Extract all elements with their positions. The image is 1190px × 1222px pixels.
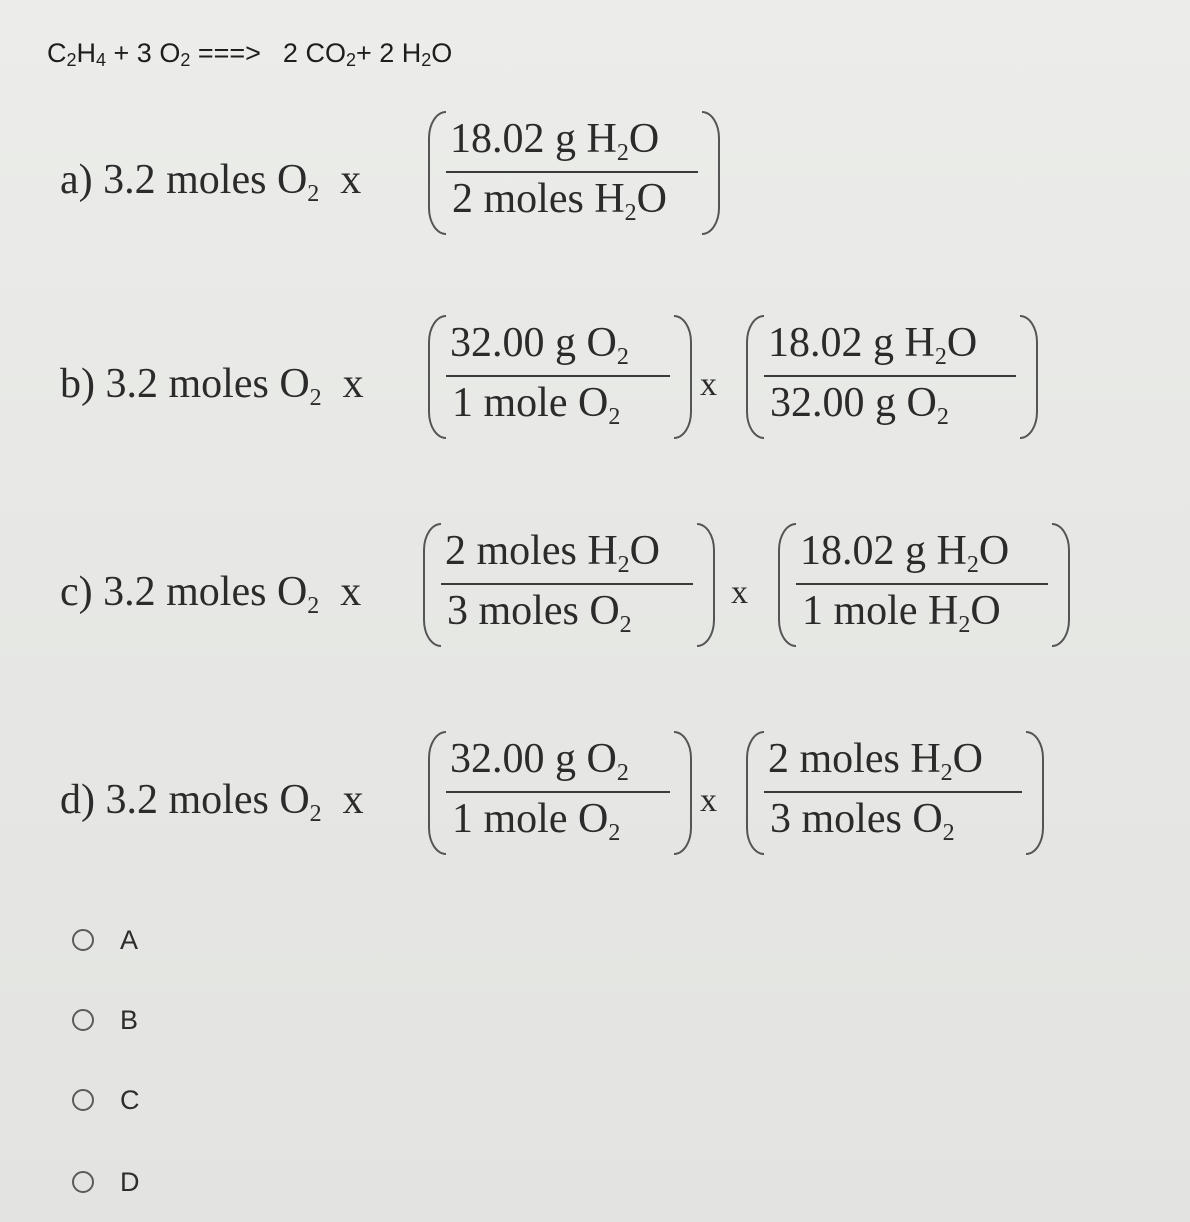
- eq-text: H: [76, 38, 97, 68]
- problem-label-b: b) 3.2 moles $O_2$ x: [60, 361, 364, 411]
- eq-text: + 2 H: [355, 38, 422, 68]
- eq-text: 2 CO: [282, 38, 346, 68]
- conversion-factor: [746, 731, 1042, 881]
- option-label: D: [120, 1166, 140, 1197]
- conversion-factor: [423, 523, 713, 673]
- eq-sub: 2: [66, 50, 77, 70]
- option-d[interactable]: [72, 1162, 140, 1202]
- conversion-factor: [778, 523, 1068, 673]
- conversion-factor: [746, 315, 1036, 465]
- multiply-sign: x: [700, 782, 717, 819]
- option-a[interactable]: [72, 920, 138, 960]
- radio-button[interactable]: [72, 1089, 94, 1111]
- problem-label-c: c) 3.2 moles $O_2$ x: [60, 569, 362, 619]
- numerator: 2 moles $H_2O$: [445, 528, 660, 578]
- eq-text: O: [431, 38, 453, 68]
- right-parenthesis: [697, 523, 715, 647]
- option-label: C: [120, 1084, 140, 1115]
- left-parenthesis: [746, 731, 764, 855]
- eq-sub: 2: [421, 50, 432, 70]
- left-parenthesis: [423, 523, 441, 647]
- eq-sub: 2: [180, 50, 191, 70]
- numerator: 32.00 g $O_2$: [450, 320, 629, 370]
- problem-label-a: a) 3.2 moles $O_2$ x: [60, 157, 362, 207]
- numerator: 2 moles $H_2O$: [768, 736, 983, 786]
- fraction-bar: [764, 375, 1016, 377]
- option-label: A: [120, 924, 139, 955]
- radio-button[interactable]: [72, 1171, 94, 1193]
- problem-label-d: d) 3.2 moles $O_2$ x: [60, 777, 364, 827]
- left-parenthesis: [778, 523, 796, 647]
- right-parenthesis: [1020, 315, 1038, 439]
- multiply-sign: x: [731, 574, 748, 611]
- conversion-factor: [428, 111, 718, 261]
- eq-sub: 2: [345, 50, 356, 70]
- numerator: 18.02 g $H_2O$: [768, 320, 978, 370]
- chemical-equation: [47, 38, 452, 69]
- eq-sub: 4: [96, 50, 107, 70]
- denominator: 2 moles $H_2O$: [452, 176, 667, 226]
- eq-arrow: ===>: [190, 38, 261, 68]
- eq-text: C: [47, 38, 67, 68]
- conversion-factor: [428, 731, 690, 881]
- fraction-bar: [446, 375, 670, 377]
- left-parenthesis: [428, 111, 446, 235]
- option-label: B: [120, 1004, 139, 1035]
- numerator: 18.02 g $H_2O$: [800, 528, 1010, 578]
- left-parenthesis: [428, 315, 446, 439]
- denominator: 1 mole $H_2O$: [802, 588, 1001, 638]
- conversion-factor: [428, 315, 690, 465]
- eq-text: + 3 O: [106, 38, 181, 68]
- option-c[interactable]: [72, 1080, 140, 1120]
- denominator: 3 moles $O_2$: [447, 588, 632, 638]
- denominator: 1 mole $O_2$: [452, 796, 621, 846]
- fraction-bar: [796, 583, 1048, 585]
- left-parenthesis: [746, 315, 764, 439]
- radio-button[interactable]: [72, 1009, 94, 1031]
- denominator: 1 mole $O_2$: [452, 380, 621, 430]
- numerator: 32.00 g $O_2$: [450, 736, 629, 786]
- right-parenthesis: [1052, 523, 1070, 647]
- fraction-bar: [764, 791, 1022, 793]
- right-parenthesis: [1026, 731, 1044, 855]
- right-parenthesis: [702, 111, 720, 235]
- left-parenthesis: [428, 731, 446, 855]
- numerator: 18.02 g $H_2O$: [450, 116, 660, 166]
- fraction-bar: [446, 171, 698, 173]
- option-b[interactable]: [72, 1000, 138, 1040]
- fraction-bar: [441, 583, 693, 585]
- radio-button[interactable]: [72, 929, 94, 951]
- right-parenthesis: [674, 731, 692, 855]
- right-parenthesis: [674, 315, 692, 439]
- denominator: 32.00 g $O_2$: [770, 380, 949, 430]
- denominator: 3 moles $O_2$: [770, 796, 955, 846]
- fraction-bar: [446, 791, 670, 793]
- multiply-sign: x: [700, 366, 717, 403]
